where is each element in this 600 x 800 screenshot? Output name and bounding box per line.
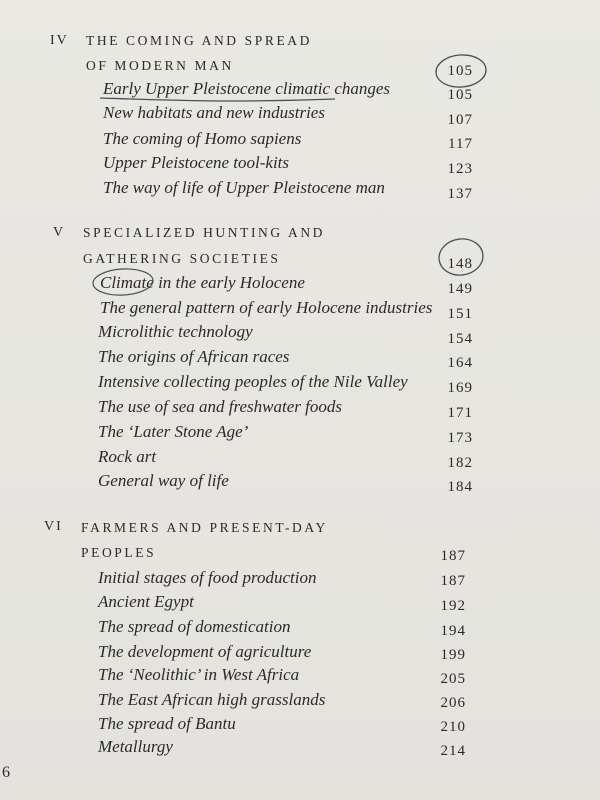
toc-entry: Climate in the early Holocene [100, 273, 305, 292]
toc-entry: Early Upper Pleistocene climatic changes [103, 79, 391, 98]
toc-page-number: 117 [448, 136, 473, 152]
folio-page-number: 6 [2, 764, 10, 781]
toc-entry: General way of life [98, 471, 229, 490]
chapter-title-line: FARMERS AND PRESENT-DAY [81, 520, 328, 535]
toc-page-number: 123 [447, 161, 473, 177]
chapter-page-number: 105 [447, 63, 473, 79]
toc-page-number: 206 [440, 695, 466, 711]
toc-page-number: 173 [447, 430, 473, 446]
chapter-title-line: OF MODERN MAN [86, 58, 234, 73]
toc-page-number: 171 [447, 405, 473, 421]
toc-page-number: 184 [447, 479, 473, 495]
chapter-number: IV [50, 33, 69, 48]
toc-page-number: 205 [440, 671, 466, 687]
toc-page-number: 192 [440, 598, 466, 614]
toc-page-number: 151 [447, 306, 473, 322]
toc-page-number: 187 [440, 573, 466, 589]
toc-entry: The spread of Bantu [98, 714, 236, 733]
toc-page-number: 105 [447, 87, 473, 103]
toc-page-number: 149 [447, 281, 473, 297]
toc-page-number: 214 [440, 743, 466, 759]
toc-entry: Intensive collecting peoples of the Nile Valley [98, 372, 408, 391]
toc-page-number: 210 [440, 719, 466, 735]
toc-page-number: 107 [447, 112, 473, 128]
toc-entry: The coming of Homo sapiens [103, 129, 302, 148]
toc-entry: Upper Pleistocene tool-kits [103, 153, 290, 172]
toc-entry: Ancient Egypt [98, 592, 194, 611]
toc-entry: The East African high grasslands [98, 690, 326, 709]
toc-entry: The general pattern of early Holocene industries [100, 298, 433, 317]
chapter-page-number: 148 [447, 256, 473, 272]
chapter-number: V [53, 225, 66, 240]
chapter-title-line: THE COMING AND SPREAD [86, 33, 312, 48]
toc-entry: The way of life of Upper Pleistocene man [103, 178, 385, 197]
chapter-title-line: PEOPLES [81, 545, 157, 560]
toc-page-number: 169 [447, 380, 473, 396]
toc-entry: The use of sea and freshwater foods [98, 397, 342, 416]
toc-entry: Rock art [98, 447, 157, 466]
toc-entry: Initial stages of food production [98, 568, 317, 587]
chapter-title-line: GATHERING SOCIETIES [83, 251, 281, 266]
toc-page-number: 164 [447, 355, 473, 371]
toc-page-number: 182 [447, 455, 473, 471]
chapter-number: VI [44, 519, 63, 534]
toc-page-number: 154 [447, 331, 473, 347]
toc-entry: The origins of African races [98, 347, 290, 366]
toc-entry: The development of agriculture [98, 642, 312, 661]
toc-page-number: 137 [447, 186, 473, 202]
toc-entry: Microlithic technology [98, 322, 253, 341]
toc-entry: Metallurgy [98, 737, 173, 756]
chapter-page-number: 187 [440, 548, 466, 564]
toc-entry: New habitats and new industries [103, 103, 325, 122]
toc-entry: The ‘Neolithic’ in West Africa [98, 665, 300, 684]
toc-entry: The spread of domestication [98, 617, 291, 636]
chapter-title-line: SPECIALIZED HUNTING AND [83, 225, 326, 240]
toc-page-number: 199 [440, 647, 466, 663]
toc-page-number: 194 [440, 623, 466, 639]
toc-entry: The ‘Later Stone Age’ [98, 422, 249, 441]
